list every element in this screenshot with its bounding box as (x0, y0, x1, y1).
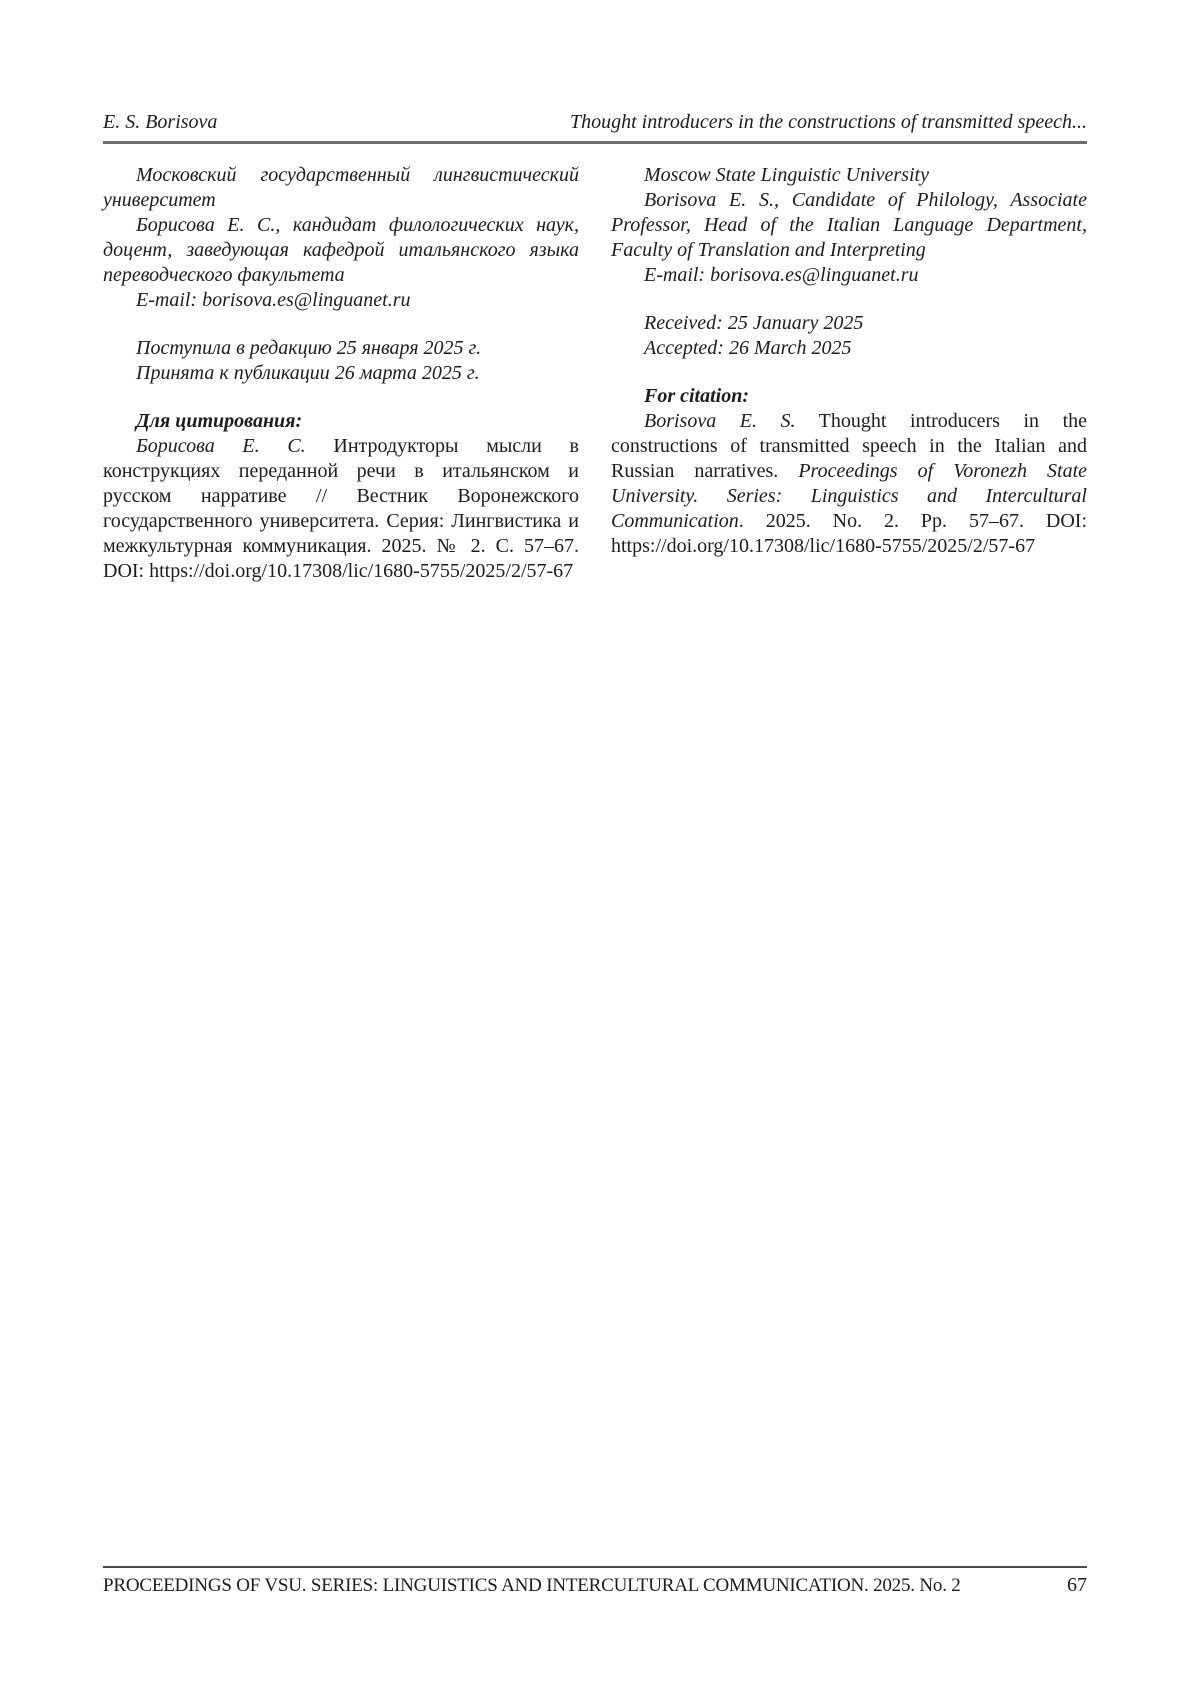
running-head (103, 110, 1087, 134)
page-content (103, 110, 1087, 584)
email-ru: E-mail: borisova.es@linguanet.ru (136, 289, 411, 311)
author-info-en: Borisova E. S., Candidate of Philology, Associate Professor, Head of the Italian Language Department, Faculty of Translation and Interpreting (611, 189, 1087, 261)
citation-text-en-1: Thought introducers in the constructions of transmitted speech in the Italian and Russian narratives. (611, 410, 1087, 482)
citation-text-en-2: . 2025. No. 2. Pp. 57–67. DOI: https://doi.org/10.17308/lic/1680-5755/2025/2/57-67 (611, 510, 1087, 557)
author-info-ru: Борисова Е. С., кандидат филологических наук, доцент, заведующая кафедрой итальянского языка переводческого факультета (103, 214, 579, 286)
citation-paragraph-en (611, 409, 1087, 559)
footer-journal-line: PROCEEDINGS OF VSU. SERIES: LINGUISTICS AND INTERCULTURAL COMMUNICATION. 2025. No. 2 (103, 1575, 961, 1596)
received-date-ru: Поступила в редакцию 25 января 2025 г. (136, 337, 482, 359)
header-rule (103, 141, 1087, 144)
accepted-date-en: Accepted: 26 March 2025 (644, 337, 852, 359)
affiliation-en: Moscow State Linguistic University (644, 164, 929, 186)
citation-paragraph-ru (103, 434, 579, 584)
page-number: 67 (1067, 1574, 1087, 1596)
citation-heading-ru: Для цитирования: (136, 410, 303, 432)
citation-heading-en: For citation: (644, 385, 750, 407)
received-date-en: Received: 25 January 2025 (644, 312, 864, 334)
footer-row (103, 1574, 1087, 1597)
page-footer (103, 1566, 1087, 1597)
spacer (103, 386, 579, 409)
running-head-author: E. S. Borisova (103, 111, 218, 133)
spacer (103, 313, 579, 336)
accepted-date-ru: Принята к публикации 26 марта 2025 г. (136, 362, 480, 384)
right-column-english (611, 163, 1087, 584)
email-en: E-mail: borisova.es@linguanet.ru (644, 264, 919, 286)
affiliation-ru: Московский государственный лингвистический университет (103, 164, 579, 211)
citation-author-ru: Борисова Е. С. (136, 435, 306, 457)
running-head-title: Thought introducers in the constructions of transmitted speech... (569, 111, 1087, 133)
left-column-russian (103, 163, 579, 584)
citation-author-en: Borisova E. S. (644, 410, 796, 432)
spacer (611, 361, 1087, 384)
citation-text-ru: Интродукторы мысли в конструкциях переданной речи в итальянском и русском нарративе // Вестник Воронежского государственного университета. Серия: Лингвистика и межкультурная коммуникация. 2025. № 2. С. 57–67. DOI: https://doi.org/10.17308/lic/1680-5755/2025/2/57-67 (103, 435, 579, 582)
spacer (611, 288, 1087, 311)
two-column-body (103, 163, 1087, 584)
citation-journal-en: Proceedings of Voronezh State University. Series: Linguistics and Intercultural Communication (611, 460, 1088, 532)
